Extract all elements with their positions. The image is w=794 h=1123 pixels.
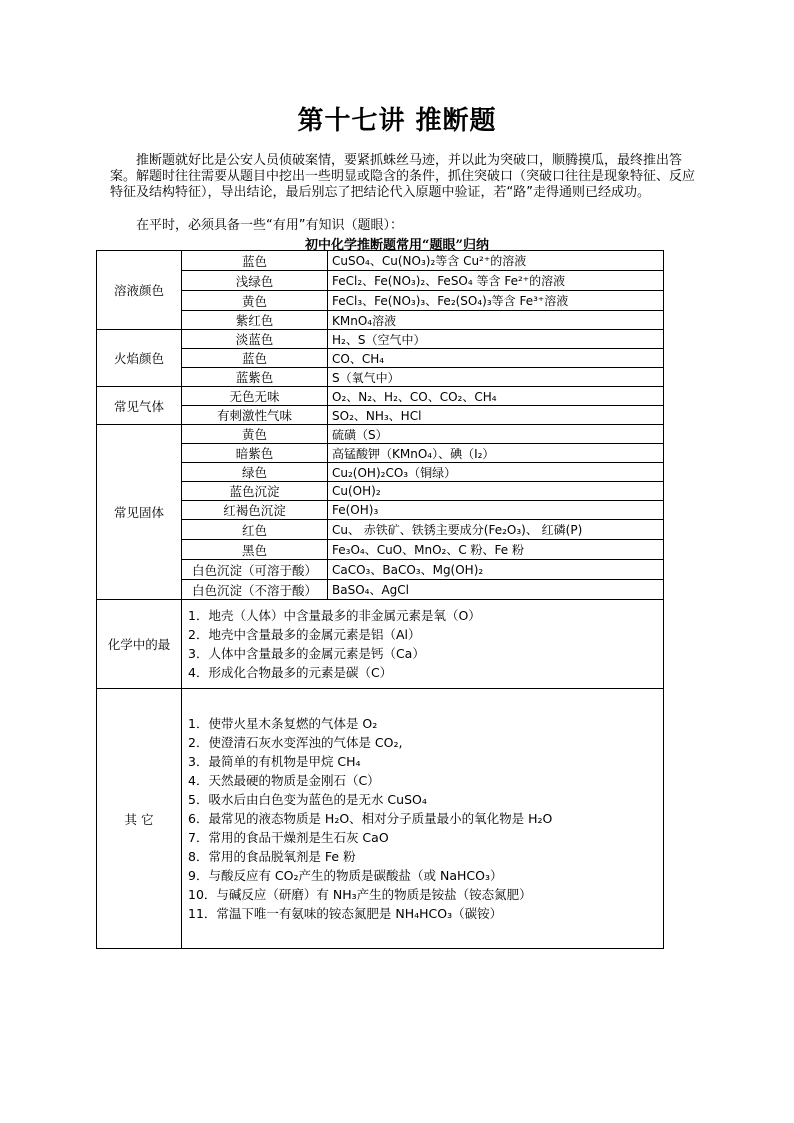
subcategory-cell: 紫红色 xyxy=(182,311,328,330)
category-cell: 常见气体 xyxy=(97,387,182,425)
list-item: 2．使澄清石灰水变浑浊的气体是 CO₂, xyxy=(188,735,403,750)
subcategory-cell: 黑色 xyxy=(182,540,328,560)
table-row xyxy=(97,560,664,580)
table-row xyxy=(97,580,664,600)
category-cell: 化学中的最 xyxy=(97,600,182,689)
list-item: 7．常用的食品干燥剂是生石灰 CaO xyxy=(188,830,389,845)
table-row xyxy=(97,349,664,368)
value-cell: 高锰酸钾（KMnO₄）、碘（I₂） xyxy=(328,444,664,463)
category-cell: 溶液颜色 xyxy=(97,251,182,330)
table-row xyxy=(97,387,664,406)
value-cell: Fe₃O₄、CuO、MnO₂、C 粉、Fe 粉 xyxy=(328,540,664,560)
table-caption: 初中化学推断题常用“题眼”归纳 xyxy=(305,238,489,253)
list-item: 6．最常见的液态物质是 H₂O、相对分子质量最小的氧化物是 H₂O xyxy=(188,811,553,826)
subcategory-cell: 白色沉淀（不溶于酸） xyxy=(182,580,328,600)
subcategory-cell: 黄色 xyxy=(182,425,328,444)
table-row xyxy=(97,501,664,520)
table-row xyxy=(97,330,664,349)
list-cell xyxy=(182,689,664,949)
table-row xyxy=(97,251,664,271)
table-row xyxy=(97,520,664,540)
list-item: 3．人体中含量最多的金属元素是钙（Ca） xyxy=(188,646,425,661)
category-cell: 火焰颜色 xyxy=(97,330,182,387)
value-cell: Fe(OH)₃ xyxy=(328,501,664,520)
list-item: 4．天然最硬的物质是金刚石（C） xyxy=(188,773,380,788)
table-row xyxy=(97,368,664,387)
value-cell: S（氧气中） xyxy=(328,368,664,387)
table-row xyxy=(97,463,664,482)
subcategory-cell: 淡蓝色 xyxy=(182,330,328,349)
subcategory-cell: 暗紫色 xyxy=(182,444,328,463)
page-title: 第十七讲 推断题 xyxy=(297,106,497,136)
list-item: 3．最简单的有机物是甲烷 CH₄ xyxy=(188,754,361,769)
subcategory-cell: 红褐色沉淀 xyxy=(182,501,328,520)
subcategory-cell: 黄色 xyxy=(182,291,328,311)
subcategory-cell: 蓝色沉淀 xyxy=(182,482,328,501)
intro-paragraph: 推断题就好比是公安人员侦破案情，要紧抓蛛丝马迹，并以此为突破口，顺腾摸瓜，最终推出答案。解题时往往需要从题目中挖出一些明显或隐含的条件，抓住突破口（突破口往往是现象特征、反应特征及结构特征），导出结论，最后别忘了把结论代入原题中验证，若“路”走得通则已经成功。 xyxy=(110,153,696,200)
list-item: 11．常温下唯一有氨味的铵态氮肥是 NH₄HCO₃（碳铵） xyxy=(188,906,503,921)
value-cell: 硫磺（S） xyxy=(328,425,664,444)
table-row xyxy=(97,444,664,463)
summary-table xyxy=(96,250,664,949)
category-cell: 其 它 xyxy=(97,689,182,949)
table-row xyxy=(97,271,664,291)
list-item: 1．地壳（人体）中含量最多的非金属元素是氧（O） xyxy=(188,608,481,623)
value-cell: FeCl₂、Fe(NO₃)₂、FeSO₄ 等含 Fe²⁺的溶液 xyxy=(328,271,664,291)
list-item: 9．与酸反应有 CO₂产生的物质是碳酸盐（或 NaHCO₃） xyxy=(188,868,503,883)
table-row xyxy=(97,482,664,501)
table-row xyxy=(97,311,664,330)
value-cell: BaSO₄、AgCl xyxy=(328,580,664,600)
table-row xyxy=(97,406,664,425)
category-cell: 常见固体 xyxy=(97,425,182,600)
list-item: 2．地壳中含量最多的金属元素是铝（Al） xyxy=(188,627,421,642)
subcategory-cell: 绿色 xyxy=(182,463,328,482)
list-item: 10．与碱反应（研磨）有 NH₃产生的物质是铵盐（铵态氮肥） xyxy=(188,887,532,902)
value-cell: KMnO₄溶液 xyxy=(328,311,664,330)
list-item: 4．形成化合物最多的元素是碳（C） xyxy=(188,665,393,680)
list-item: 8．常用的食品脱氧剂是 Fe 粉 xyxy=(188,849,356,864)
table-row xyxy=(97,291,664,311)
value-cell: Cu(OH)₂ xyxy=(328,482,664,501)
table-row xyxy=(97,689,664,949)
subcategory-cell: 蓝色 xyxy=(182,251,328,271)
table-row xyxy=(97,600,664,689)
subcategory-cell: 蓝紫色 xyxy=(182,368,328,387)
value-cell: SO₂、NH₃、HCl xyxy=(328,406,664,425)
subcategory-cell: 蓝色 xyxy=(182,349,328,368)
table-row xyxy=(97,540,664,560)
subcategory-cell: 有刺激性气味 xyxy=(182,406,328,425)
value-cell: FeCl₃、Fe(NO₃)₃、Fe₂(SO₄)₃等含 Fe³⁺溶液 xyxy=(328,291,664,311)
list-item: 1．使带火星木条复燃的气体是 O₂ xyxy=(188,716,378,731)
value-cell: Cu、 赤铁矿、铁锈主要成分(Fe₂O₃)、 红磷(P) xyxy=(328,520,664,540)
value-cell: CaCO₃、BaCO₃、Mg(OH)₂ xyxy=(328,560,664,580)
table-row xyxy=(97,425,664,444)
subcategory-cell: 白色沉淀（可溶于酸） xyxy=(182,560,328,580)
list-cell xyxy=(182,600,664,689)
subcategory-cell: 浅绿色 xyxy=(182,271,328,291)
value-cell: Cu₂(OH)₂CO₃（铜绿） xyxy=(328,463,664,482)
subcategory-cell: 红色 xyxy=(182,520,328,540)
value-cell: H₂、S（空气中） xyxy=(328,330,664,349)
value-cell: CuSO₄、Cu(NO₃)₂等含 Cu²⁺的溶液 xyxy=(328,251,664,271)
subcategory-cell: 无色无味 xyxy=(182,387,328,406)
list-item: 5．吸水后由白色变为蓝色的是无水 CuSO₄ xyxy=(188,792,427,807)
value-cell: CO、CH₄ xyxy=(328,349,664,368)
intro-paragraph-2: 在平时，必须具备一些“有用”有知识（题眼）： xyxy=(136,218,403,233)
value-cell: O₂、N₂、H₂、CO、CO₂、CH₄ xyxy=(328,387,664,406)
